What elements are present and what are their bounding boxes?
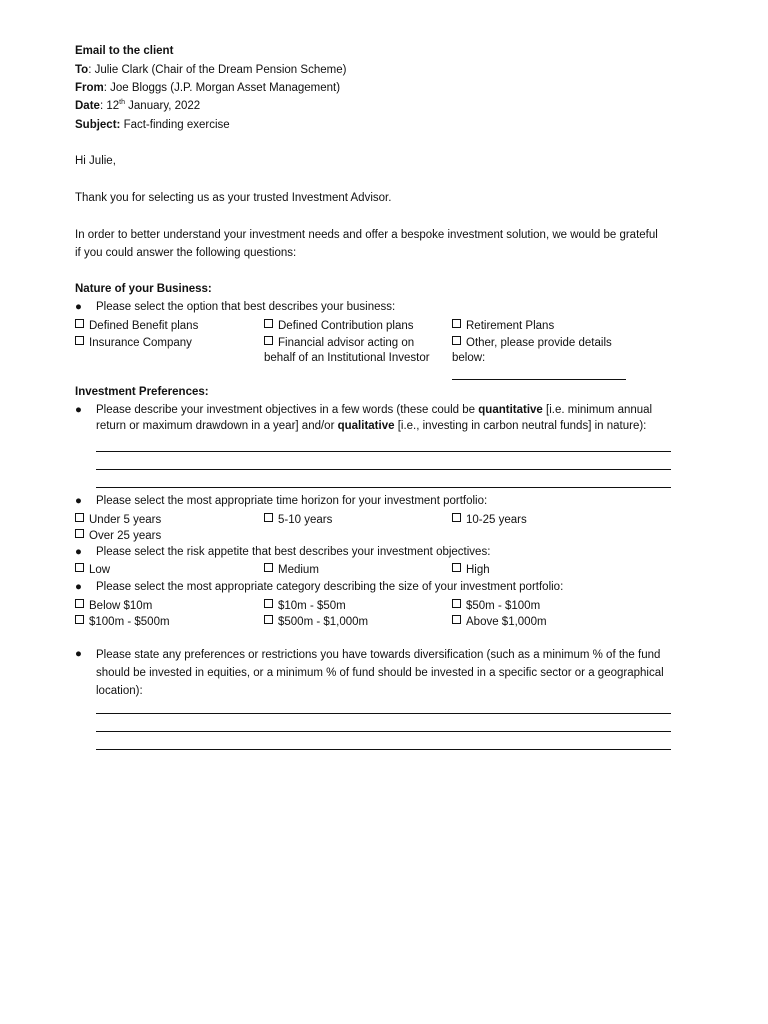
option-insurance-company[interactable] xyxy=(75,335,192,351)
option-financial-advisor[interactable] xyxy=(264,335,414,351)
option-financial-advisor-cont: behalf of an Institutional Investor xyxy=(264,352,430,364)
option-label: Other, please provide details xyxy=(466,337,612,349)
bullet-icon: ● xyxy=(75,404,82,416)
checkbox-icon[interactable] xyxy=(75,529,84,538)
option-risk-low[interactable] xyxy=(75,562,110,578)
checkbox-icon[interactable] xyxy=(75,599,84,608)
bullet-icon: ● xyxy=(75,648,82,660)
subject-value: Fact-finding exercise xyxy=(120,119,230,131)
date-suffix: January, 2022 xyxy=(124,100,201,112)
option-5-10-years[interactable] xyxy=(264,512,332,528)
to-value: : Julie Clark (Chair of the Dream Pension Scheme) xyxy=(88,64,347,76)
business-question-text: Please select the option that best describes your business: xyxy=(96,301,396,313)
risk-question-text: Please select the risk appetite that best describes your investment objectives: xyxy=(96,546,491,558)
option-size-below-10m[interactable] xyxy=(75,598,152,614)
option-under-5-years[interactable] xyxy=(75,512,161,528)
option-size-50m-100m[interactable] xyxy=(452,598,540,614)
quantitative-term: quantitative xyxy=(478,404,543,416)
from-value: : Joe Bloggs (J.P. Morgan Asset Management) xyxy=(103,82,341,94)
option-label: High xyxy=(466,564,490,576)
option-label: Low xyxy=(89,564,111,576)
option-defined-contribution[interactable] xyxy=(264,318,414,334)
objectives-answer-line[interactable] xyxy=(96,451,671,452)
checkbox-icon[interactable] xyxy=(264,615,273,624)
objectives-answer-line[interactable] xyxy=(96,469,671,470)
option-label: Above $1,000m xyxy=(466,616,547,628)
option-label: Defined Contribution plans xyxy=(278,320,414,332)
other-details-field[interactable] xyxy=(452,379,626,380)
option-risk-medium[interactable] xyxy=(264,562,319,578)
option-label: Under 5 years xyxy=(89,514,162,526)
email-title: Email to the client xyxy=(75,45,174,57)
option-label: Over 25 years xyxy=(89,530,162,542)
option-10-25-years[interactable] xyxy=(452,512,527,528)
option-defined-benefit[interactable] xyxy=(75,318,198,334)
thanks-paragraph: Thank you for selecting us as your trusted Investment Advisor. xyxy=(75,192,392,204)
option-label: 10-25 years xyxy=(466,514,527,526)
diversification-text xyxy=(96,646,696,700)
diversification-answer-line[interactable] xyxy=(96,731,671,732)
option-risk-high[interactable] xyxy=(452,562,490,578)
from-label: From xyxy=(75,82,104,94)
checkbox-icon[interactable] xyxy=(75,563,84,572)
diversification-part: Please state any preferences or restrictions you have towards diversification (such as a minimum % of the fund xyxy=(96,649,661,661)
option-label: Medium xyxy=(278,564,319,576)
business-heading: Nature of your Business: xyxy=(75,283,212,295)
checkbox-icon[interactable] xyxy=(452,563,461,572)
option-label: 5-10 years xyxy=(278,514,333,526)
option-size-500m-1000m[interactable] xyxy=(264,614,368,630)
intro-line-1: In order to better understand your investment needs and offer a bespoke investment solution, we would be grateful xyxy=(75,229,658,241)
option-over-25-years[interactable] xyxy=(75,528,161,544)
diversification-answer-line[interactable] xyxy=(96,713,671,714)
objectives-answer-line[interactable] xyxy=(96,487,671,488)
diversification-part: should be invested in equities, or a minimum % of fund should be invested in a specific sector or a geographical xyxy=(96,667,664,679)
size-question-text: Please select the most appropriate category describing the size of your investment portfolio: xyxy=(96,581,564,593)
option-label: $50m - $100m xyxy=(466,600,541,612)
checkbox-icon[interactable] xyxy=(452,599,461,608)
option-size-100m-500m[interactable] xyxy=(75,614,170,630)
bullet-icon: ● xyxy=(75,546,82,558)
option-other-cont: below: xyxy=(452,352,486,364)
objectives-part: Please describe your investment objectives in a few words (these could be xyxy=(96,404,479,416)
diversification-answer-line[interactable] xyxy=(96,749,671,750)
checkbox-icon[interactable] xyxy=(452,319,461,328)
bullet-icon: ● xyxy=(75,495,82,507)
subject-label: Subject: xyxy=(75,119,121,131)
subject-line xyxy=(75,117,230,133)
checkbox-icon[interactable] xyxy=(452,615,461,624)
checkbox-icon[interactable] xyxy=(264,563,273,572)
option-label: $10m - $50m xyxy=(278,600,346,612)
checkbox-icon[interactable] xyxy=(75,319,84,328)
bullet-icon: ● xyxy=(75,301,82,313)
greeting: Hi Julie, xyxy=(75,155,116,167)
objectives-part: [i.e. minimum annual xyxy=(542,404,653,416)
objectives-text xyxy=(96,402,696,434)
checkbox-icon[interactable] xyxy=(264,513,273,522)
option-label: $100m - $500m xyxy=(89,616,170,628)
checkbox-icon[interactable] xyxy=(264,336,273,345)
option-label: Retirement Plans xyxy=(466,320,555,332)
objectives-part: [i.e., investing in carbon neutral funds] in nature): xyxy=(394,420,647,432)
date-line xyxy=(75,98,200,114)
date-prefix: : 12 xyxy=(99,100,120,112)
option-size-above-1000m[interactable] xyxy=(452,614,547,630)
option-label: Below $10m xyxy=(89,600,153,612)
horizon-question-text: Please select the most appropriate time horizon for your investment portfolio: xyxy=(96,495,488,507)
preferences-heading: Investment Preferences: xyxy=(75,386,209,398)
option-label: Insurance Company xyxy=(89,337,192,349)
to-line xyxy=(75,62,346,78)
checkbox-icon[interactable] xyxy=(75,336,84,345)
intro-line-2: if you could answer the following questions: xyxy=(75,247,297,259)
date-superscript: th xyxy=(119,99,125,106)
bullet-icon: ● xyxy=(75,581,82,593)
qualitative-term: qualitative xyxy=(337,420,395,432)
option-retirement-plans[interactable] xyxy=(452,318,554,334)
objectives-part: return or maximum drawdown in a year] and/or xyxy=(96,420,338,432)
option-label: $500m - $1,000m xyxy=(278,616,369,628)
checkbox-icon[interactable] xyxy=(75,513,84,522)
option-label: Financial advisor acting on xyxy=(278,337,415,349)
option-size-10m-50m[interactable] xyxy=(264,598,346,614)
option-other[interactable] xyxy=(452,335,612,351)
checkbox-icon[interactable] xyxy=(75,615,84,624)
checkbox-icon[interactable] xyxy=(264,599,273,608)
diversification-part: location): xyxy=(96,685,143,697)
option-label: Defined Benefit plans xyxy=(89,320,199,332)
to-label: To xyxy=(75,64,89,76)
checkbox-icon[interactable] xyxy=(452,513,461,522)
checkbox-icon[interactable] xyxy=(452,336,461,345)
date-label: Date xyxy=(75,100,100,112)
from-line xyxy=(75,80,340,96)
checkbox-icon[interactable] xyxy=(264,319,273,328)
